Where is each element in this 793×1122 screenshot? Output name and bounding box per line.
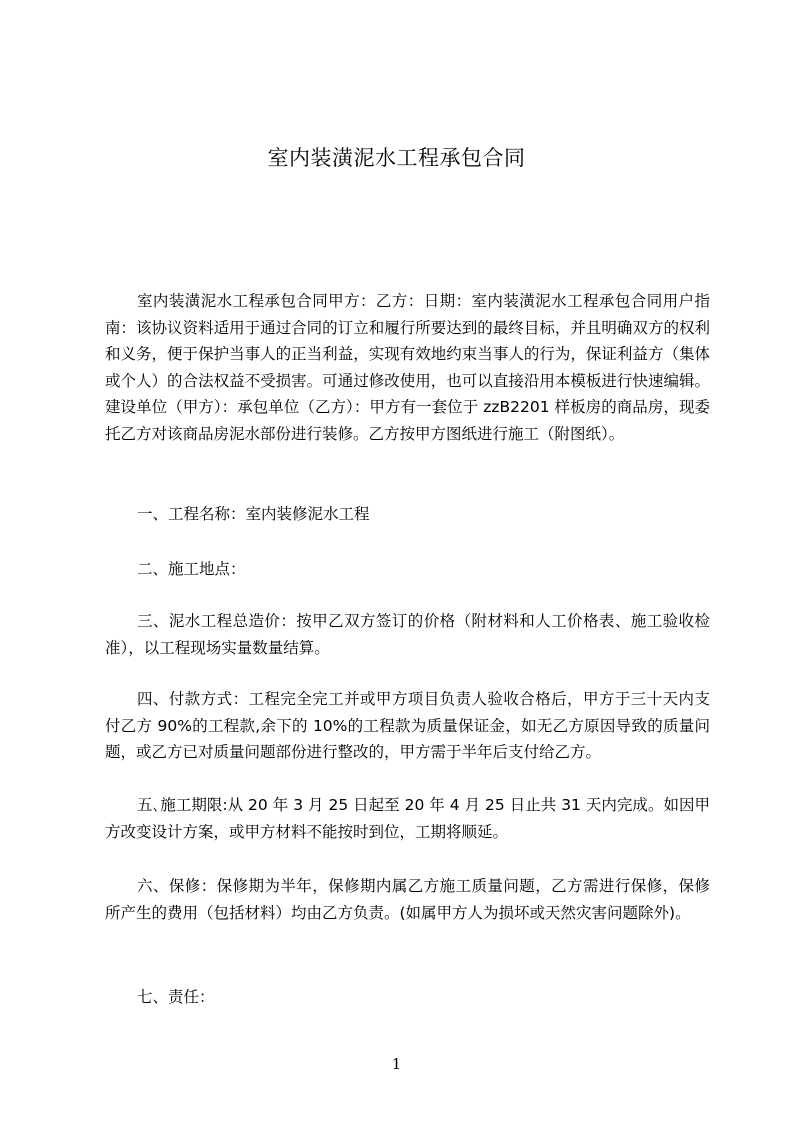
- intro-paragraph: 室内装潢泥水工程承包合同甲方：乙方：日期：室内装潢泥水工程承包合同用户指南：该协议资料适用于通过合同的订立和履行所要达到的最终目标，并且明确双方的权利和义务，便于保护当事人的正当利益，实现有效地约束当事人的行为，保证利益方（集体或个人）的合法权益不受损害。可通过修改使用，也可以直接沿用本模板进行快速编辑。建设单位（甲方）：承包单位（乙方）：甲方有一套位于 zzB2201 样板房的商品房，现委托乙方对该商品房泥水部份进行装修。乙方按甲方图纸进行施工（附图纸）。: [105, 292, 710, 443]
- section-project-name: 一、工程名称：室内装修泥水工程: [137, 505, 370, 523]
- section-responsibility: 七、责任：: [137, 988, 215, 1006]
- page-number: 1: [391, 1055, 402, 1073]
- section-construction-period: 五､施工期限:从 20 年 3 月 25 日起至 20 年 4 月 25 日止共 31 天内完成。如因甲方改变设计方案，或甲方材料不能按时到位，工期将顺延。: [105, 796, 710, 841]
- section-total-cost: 三、泥水工程总造价：按甲乙双方签订的价格（附材料和人工价格表、施工验收检准），以工程现场实量数量结算。: [105, 612, 710, 657]
- section-construction-site: 二、施工地点：: [137, 560, 246, 578]
- section-warranty: 六、保修：保修期为半年，保修期内属乙方施工质量问题，乙方需进行保修，保修所产生的费用（包括材料）均由乙方负责。(如属甲方人为损坏或天然灾害问题除外)。: [105, 877, 710, 922]
- section-payment-method: 四、付款方式：工程完全完工并或甲方项目负责人验收合格后，甲方于三十天内支付乙方 90%的工程款,余下的 10%的工程款为质量保证金，如无乙方原因导致的质量问题，或乙方已对质量问题部份进行整改的，甲方需于半年后支付给乙方。: [105, 690, 710, 761]
- document-title: 室内装潢泥水工程承包合同: [267, 146, 526, 170]
